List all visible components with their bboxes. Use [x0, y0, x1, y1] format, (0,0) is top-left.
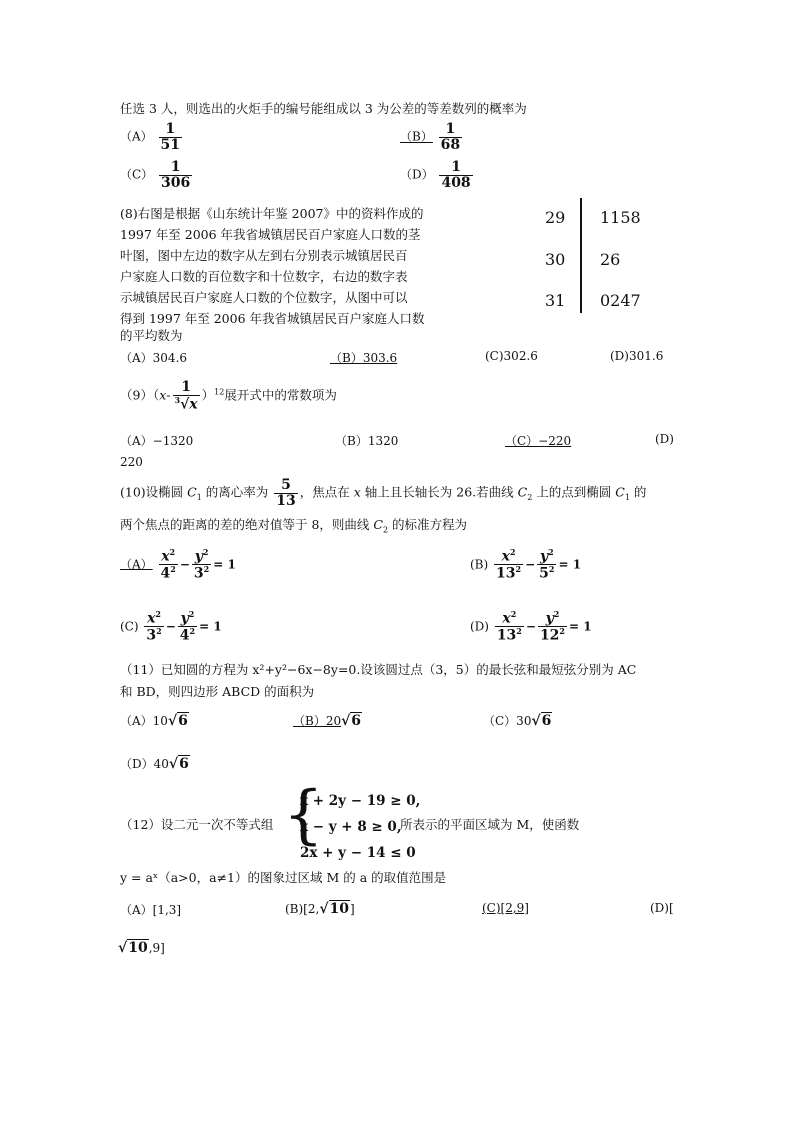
q11-option-d[interactable]: （D）40√6	[120, 756, 189, 772]
q12-option-d[interactable]: (D)[	[650, 901, 674, 915]
q12-option-c[interactable]: (C)[2,9]	[482, 901, 529, 915]
q7-option-d[interactable]: （D） $\frac{1}{408}$	[400, 159, 471, 191]
fraction: $\frac{1}{^3√x}$	[174, 379, 198, 413]
q9-option-a[interactable]: （A）−1320	[120, 434, 194, 448]
stem-31: 31	[545, 291, 566, 310]
q7-option-b[interactable]: （B） $\frac{1}{68}$	[400, 121, 461, 153]
q11-line1: （11）已知圆的方程为 x²+y²−6x−8y=0.设该圆过点（3，5）的最长弦和最短弦分别为 AC	[120, 662, 637, 677]
q10-line1: (10)设椭圆 $C_1$ 的离心率为 $\frac{5}{13}$ ，焦点在 x 轴上且长轴长为 26.若曲线 $C_2$ 上的点到椭圆 $C_1$ 的	[120, 477, 647, 509]
q8-option-b[interactable]: （B）303.6	[330, 351, 398, 365]
fraction: $\frac{5}{13}$	[276, 477, 296, 509]
q12-option-b[interactable]: (B)[2,√10]	[285, 901, 355, 917]
q10-line2: 两个焦点的距离的差的绝对值等于 8，则曲线 $C_2$ 的标准方程为	[120, 517, 468, 535]
q9-question: （9）（x- $\frac{1}{^3√x}$ ）$^{12}$展开式中的常数项为	[120, 379, 337, 413]
stem-30: 30	[545, 250, 566, 269]
leaf-29: 1158	[600, 208, 641, 227]
q12-option-a[interactable]: （A）[1,3]	[120, 903, 182, 917]
inequality-system: x + 2y − 19 ≥ 0, x − y + 8 ≥ 0, 2x + y − 14 ≤ 0	[300, 793, 421, 861]
q8-option-a[interactable]: （A）304.6	[120, 351, 188, 365]
q12-prefix: （12）设二元一次不等式组	[120, 817, 274, 832]
q12-suffix: 所表示的平面区域为 M，使函数	[400, 817, 580, 832]
q12-line2: y = aˣ（a>0，a≠1）的图象过区域 M 的 a 的取值范围是	[120, 870, 447, 885]
q11-option-b[interactable]: （B）20√6	[293, 713, 362, 729]
q9-option-d[interactable]: (D)	[655, 432, 674, 446]
q8-text: (8)右图是根据《山东统计年鉴 2007》中的资料作成的 1997 年至 2006 年我省城镇居民百户家庭人口数的茎 叶图，图中左边的数字从左到右分别表示城镇居民百 户家庭人口数的百位数字和十位数字，右边的数字表 示城镇居民百户家庭人口数的个位数字，从图中可以 得到 1997 年至 2006 年我省城镇居民百户家庭人口数 的平均数为	[120, 206, 425, 343]
stem-29: 29	[545, 208, 566, 227]
q7-option-c[interactable]: （C） $\frac{1}{306}$	[120, 159, 191, 191]
q9-option-c[interactable]: （C）−220	[505, 434, 572, 448]
q8-option-c[interactable]: (C)302.6	[485, 349, 538, 363]
fraction: $\frac{1}{51}$	[160, 121, 180, 153]
q11-line2: 和 BD，则四边形 ABCD 的面积为	[120, 684, 315, 699]
q10-option-d[interactable]: (D) $\frac{x^2}{13^2}$ − $\frac{y^2}{12^2}$ = 1	[470, 609, 592, 644]
leaf-30: 26	[600, 250, 621, 269]
q9-option-b[interactable]: （B）1320	[335, 434, 399, 448]
intro-line: 任选 3 人，则选出的火炬手的编号能组成以 3 为公差的等差数列的概率为	[120, 101, 527, 116]
q9-option-d-value: 220	[120, 455, 143, 469]
q11-option-a[interactable]: （A）10√6	[120, 713, 188, 729]
left-brace: {	[283, 778, 324, 852]
q8-option-d[interactable]: (D)301.6	[610, 349, 664, 363]
fraction: $\frac{1}{68}$	[440, 121, 461, 153]
q10-option-b[interactable]: (B) $\frac{x^2}{13^2}$ − $\frac{y^2}{5^2}$ = 1	[470, 547, 582, 582]
q12-option-d-value: √10,9]	[118, 940, 165, 956]
stem-leaf-divider	[580, 198, 582, 313]
fraction: $\frac{1}{306}$	[161, 159, 191, 191]
leaf-31: 0247	[600, 291, 641, 310]
q10-option-a[interactable]: （A） $\frac{x^2}{4^2}$ − $\frac{y^2}{3^2}$ = 1	[120, 547, 236, 582]
q7-option-a[interactable]: （A） $\frac{1}{51}$	[120, 121, 180, 153]
q11-option-c[interactable]: （C）30√6	[483, 713, 552, 729]
q10-option-c[interactable]: (C) $\frac{x^2}{3^2}$ − $\frac{y^2}{4^2}$ = 1	[120, 609, 222, 644]
fraction: $\frac{1}{408}$	[441, 159, 471, 191]
